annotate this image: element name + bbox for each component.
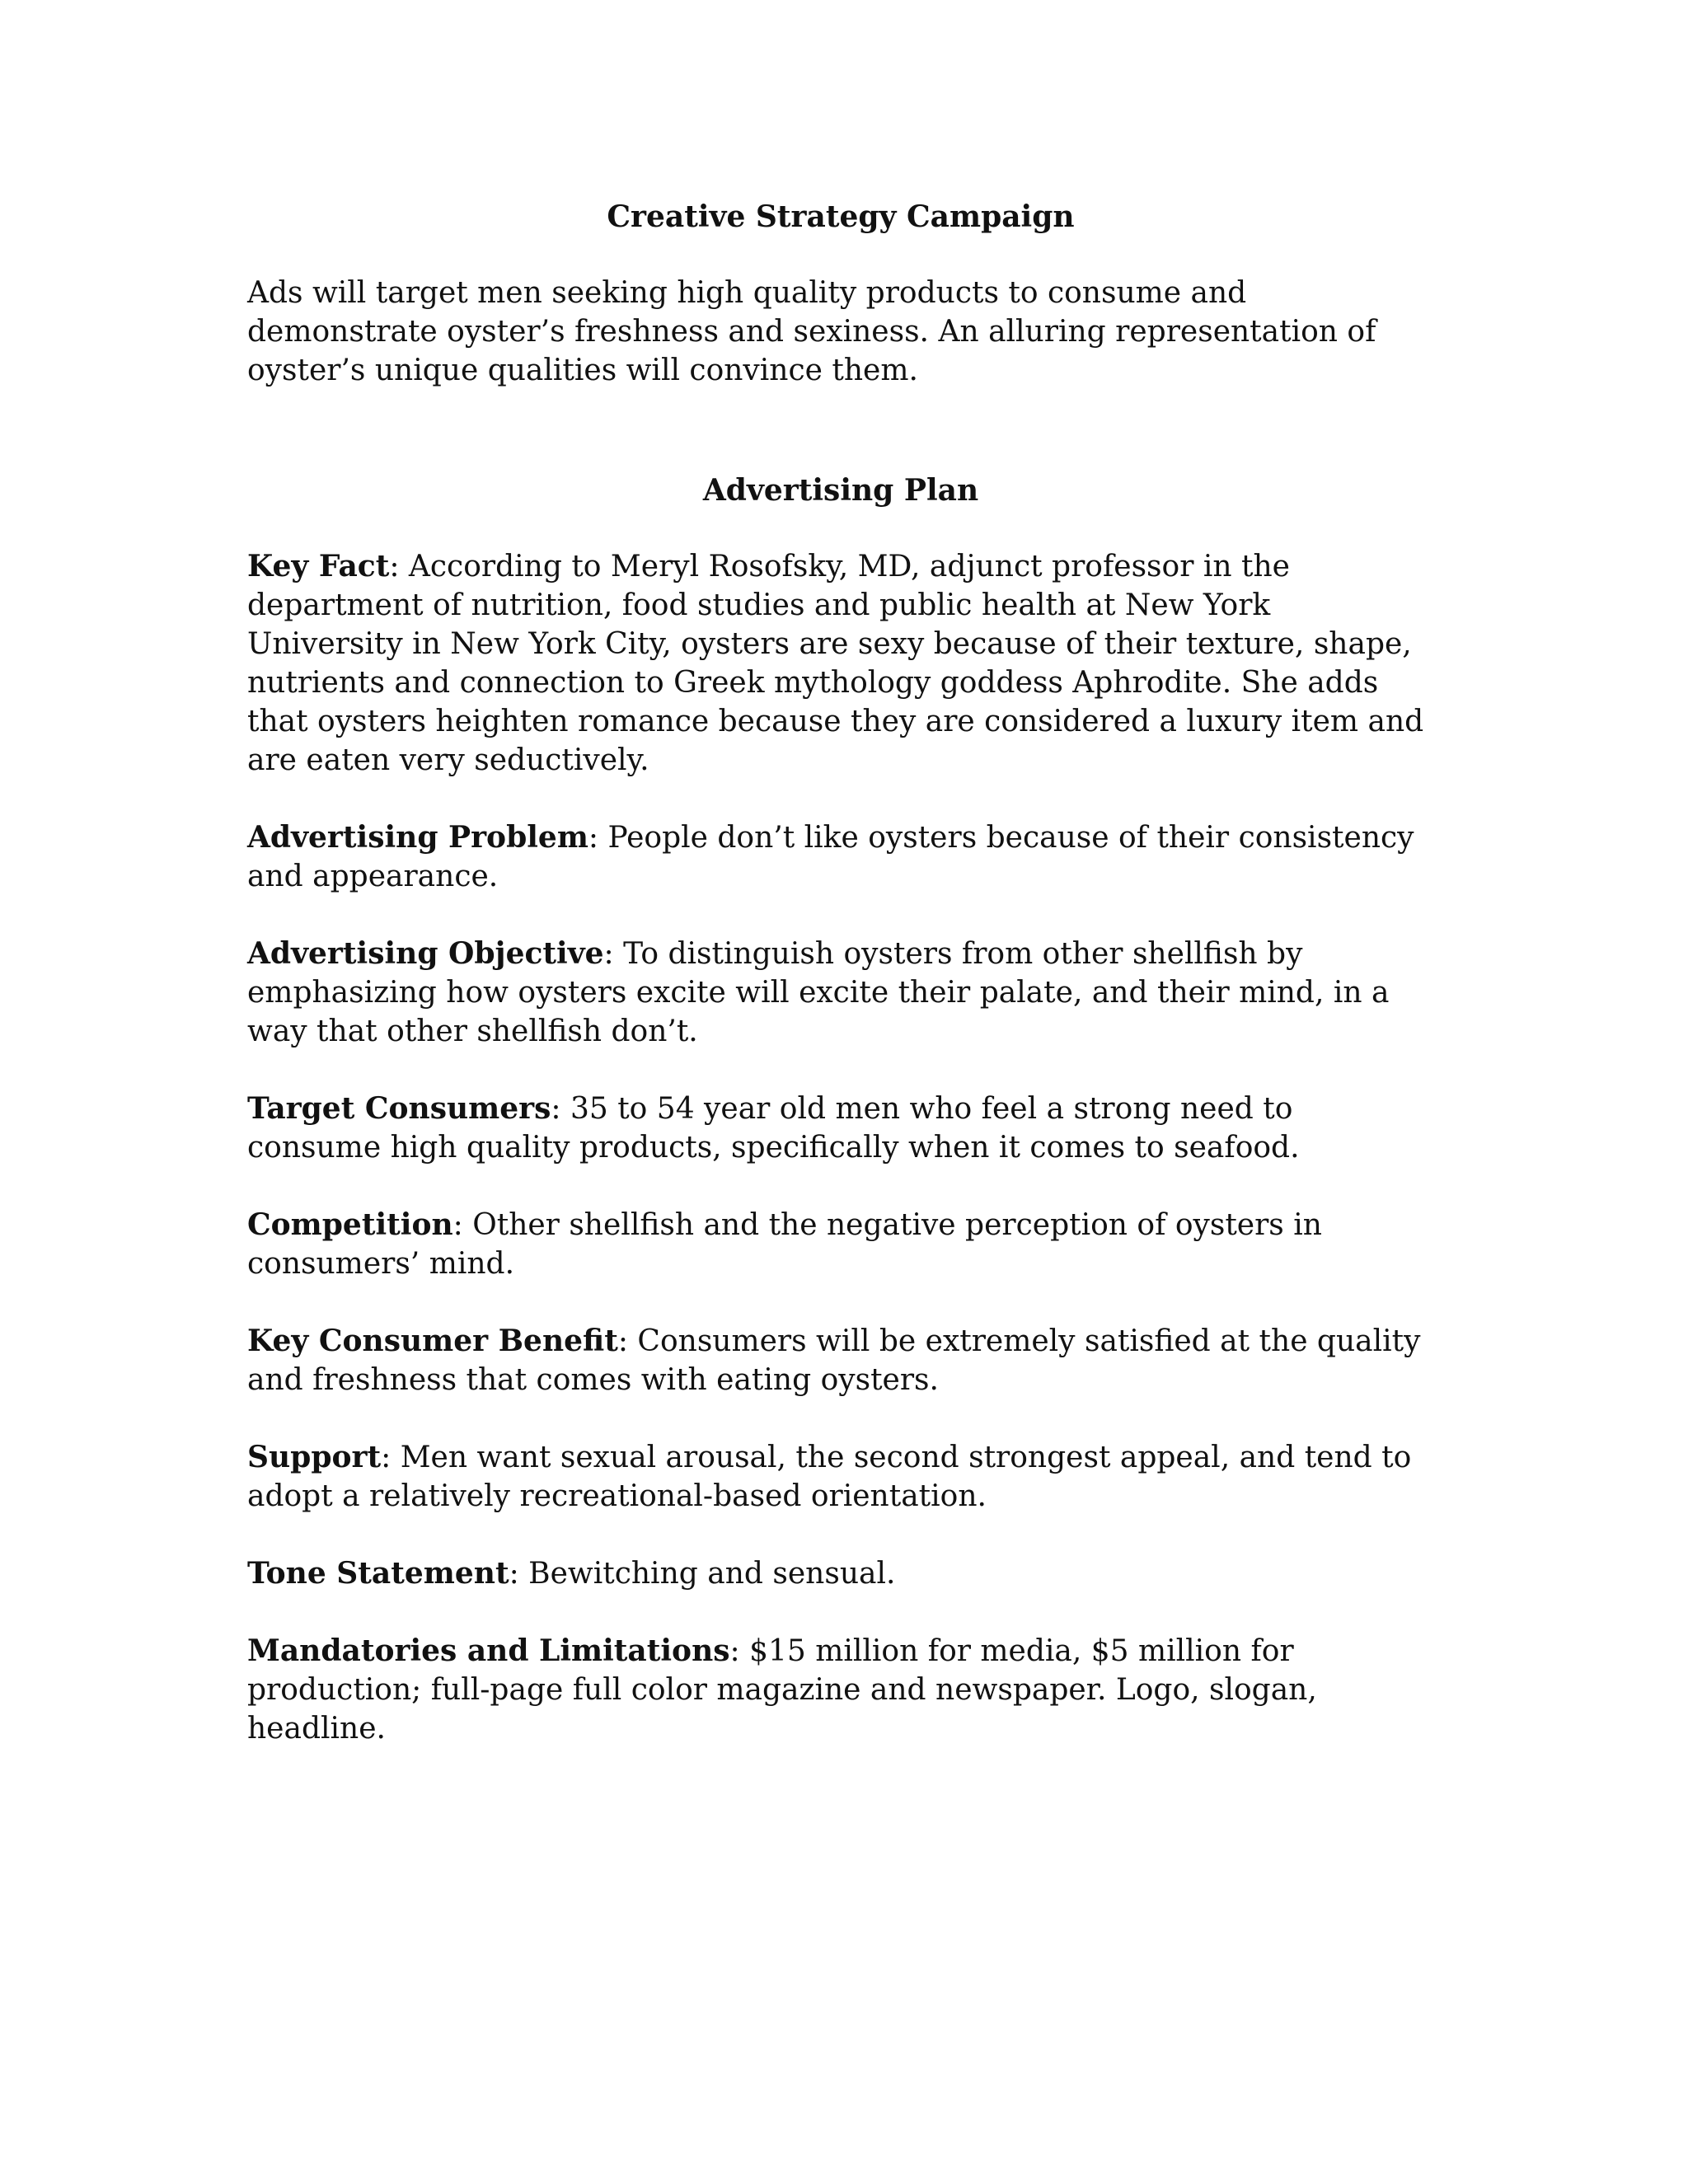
section-label: Advertising Problem xyxy=(247,820,588,855)
section-text: : According to Meryl Rosofsky, MD, adjunct professor in the department of nutrition, food studies and public health at New York University in New York City, oysters are sexy because of their texture, shape, nutrients and connection to Greek mythology goddess Aphrodite. She adds that oysters heighten romance because they are considered a luxury item and are eaten very seductively. xyxy=(247,550,1424,777)
section-text: : Consumers will be extremely satisfied at the quality and freshness that comes with eating oysters. xyxy=(247,1324,1421,1397)
section-support xyxy=(247,1438,1434,1516)
section-label: Support xyxy=(247,1440,382,1474)
document-content xyxy=(247,198,1434,1748)
advertising-plan-heading: Advertising Plan xyxy=(702,473,979,508)
section-advertising-objective xyxy=(247,935,1434,1051)
section-key-fact xyxy=(247,547,1434,780)
section-text: : $15 million for media, $5 million for production; full-page full color magazine and newspaper. Logo, slogan, headline. xyxy=(247,1634,1317,1746)
section-label: Competition xyxy=(247,1207,453,1242)
section-advertising-problem xyxy=(247,818,1434,896)
section-text: : To distinguish oysters from other shellfish by emphasizing how oysters excite will excite their palate, and their mind, in a way that other shellfish don’t. xyxy=(247,937,1390,1048)
intro-paragraph: Ads will target men seeking high quality products to consume and demonstrate oyster’s freshness and sexiness. An alluring representation of oyster’s unique qualities will convince them. xyxy=(247,276,1376,387)
section-label: Key Consumer Benefit xyxy=(247,1324,618,1358)
document-title: Creative Strategy Campaign xyxy=(607,199,1075,234)
section-key-consumer-benefit xyxy=(247,1322,1434,1399)
section-text: : People don’t like oysters because of their consistency and appearance. xyxy=(247,821,1414,893)
section-text: : 35 to 54 year old men who feel a strong need to consume high quality products, specifically when it comes to seafood. xyxy=(247,1092,1300,1165)
section-tone-statement xyxy=(247,1554,1434,1593)
section-mandatories-and-limitations xyxy=(247,1632,1434,1748)
section-competition xyxy=(247,1206,1434,1283)
section-label: Mandatories and Limitations xyxy=(247,1633,730,1668)
section-text: : Men want sexual arousal, the second strongest appeal, and tend to adopt a relatively recreational-based orientation. xyxy=(247,1441,1412,1513)
section-target-consumers xyxy=(247,1090,1434,1167)
section-label: Tone Statement xyxy=(247,1556,509,1591)
section-text: : Bewitching and sensual. xyxy=(509,1557,896,1591)
section-label: Key Fact xyxy=(247,549,390,583)
section-label: Target Consumers xyxy=(247,1091,551,1126)
section-text: : Other shellfish and the negative perception of oysters in consumers’ mind. xyxy=(247,1208,1322,1281)
section-label: Advertising Objective xyxy=(247,936,604,971)
